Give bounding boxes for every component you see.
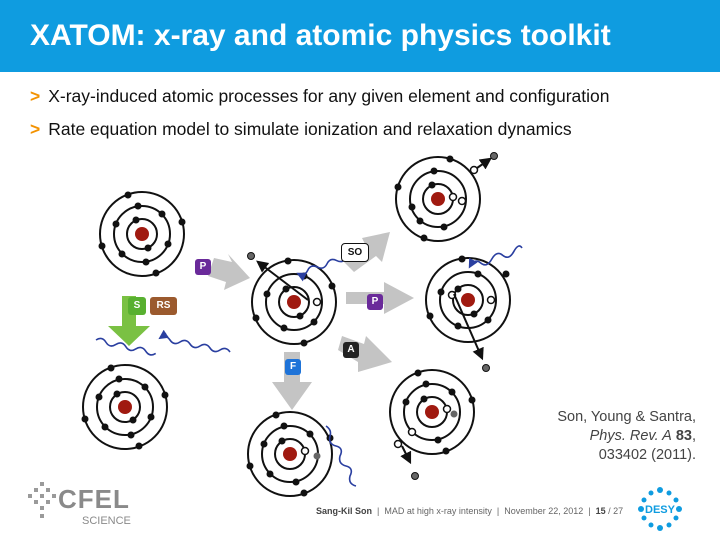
nucleus (425, 405, 439, 419)
footer-date: November 22, 2012 (504, 506, 584, 516)
xray-photons (96, 229, 522, 486)
atom-center (248, 253, 337, 347)
bullet-marker: > (30, 86, 41, 106)
cfel-logo (26, 478, 146, 534)
footer-author: Sang-Kil Son (316, 506, 372, 516)
citation (557, 408, 696, 465)
desy-logo-mark (637, 486, 683, 532)
label-rayleigh: RS (150, 297, 177, 315)
nucleus (287, 295, 301, 309)
citation-authors: Son, Young & Santra, (557, 409, 696, 425)
arrow-to-center (208, 254, 250, 290)
nucleus (431, 192, 445, 206)
label-scattering: S (128, 297, 146, 315)
footer-talk: MAD at high x-ray intensity (384, 506, 492, 516)
footer: Sang-Kil Son | MAD at high x-ray intensity | November 22, 2012 | 15 / 27 (316, 506, 624, 516)
atom-scattered (82, 365, 169, 450)
footer-total: / 27 (608, 506, 624, 516)
nucleus (135, 227, 149, 241)
core-hole (314, 299, 321, 306)
desy-wordmark: DESY (645, 504, 675, 516)
label-shakeoff: SO (341, 243, 369, 262)
label-photoionization-left: P (195, 259, 211, 275)
atom-fluorescence (247, 412, 334, 497)
cfel-wordmark: CFEL (58, 484, 130, 514)
atom-auger (390, 370, 476, 480)
label-auger: A (343, 342, 359, 358)
citation-reference: Phys. Rev. A 83, (589, 428, 696, 444)
bullet-text: X-ray-induced atomic processes for any given element and configuration (48, 86, 610, 106)
nucleus (118, 400, 132, 414)
nucleus (283, 447, 297, 461)
label-photoionization-right: P (367, 294, 383, 310)
bullet-marker: > (30, 119, 41, 139)
atom-neutral (99, 192, 186, 277)
label-fluorescence: F (285, 359, 301, 375)
desy-logo (637, 486, 683, 532)
slide-title: XATOM: x-ray and atomic physics toolkit (30, 19, 611, 52)
bullet-text: Rate equation model to simulate ionization and relaxation dynamics (48, 119, 572, 139)
footer-page: 15 (595, 506, 606, 516)
atom-shakeoff (395, 153, 498, 242)
atom-photo-2 (426, 256, 510, 372)
cfel-logo-mark (26, 482, 60, 522)
citation-pages: 033402 (2011). (598, 447, 696, 463)
nucleus (461, 293, 475, 307)
cfel-science: SCIENCE (82, 515, 131, 527)
